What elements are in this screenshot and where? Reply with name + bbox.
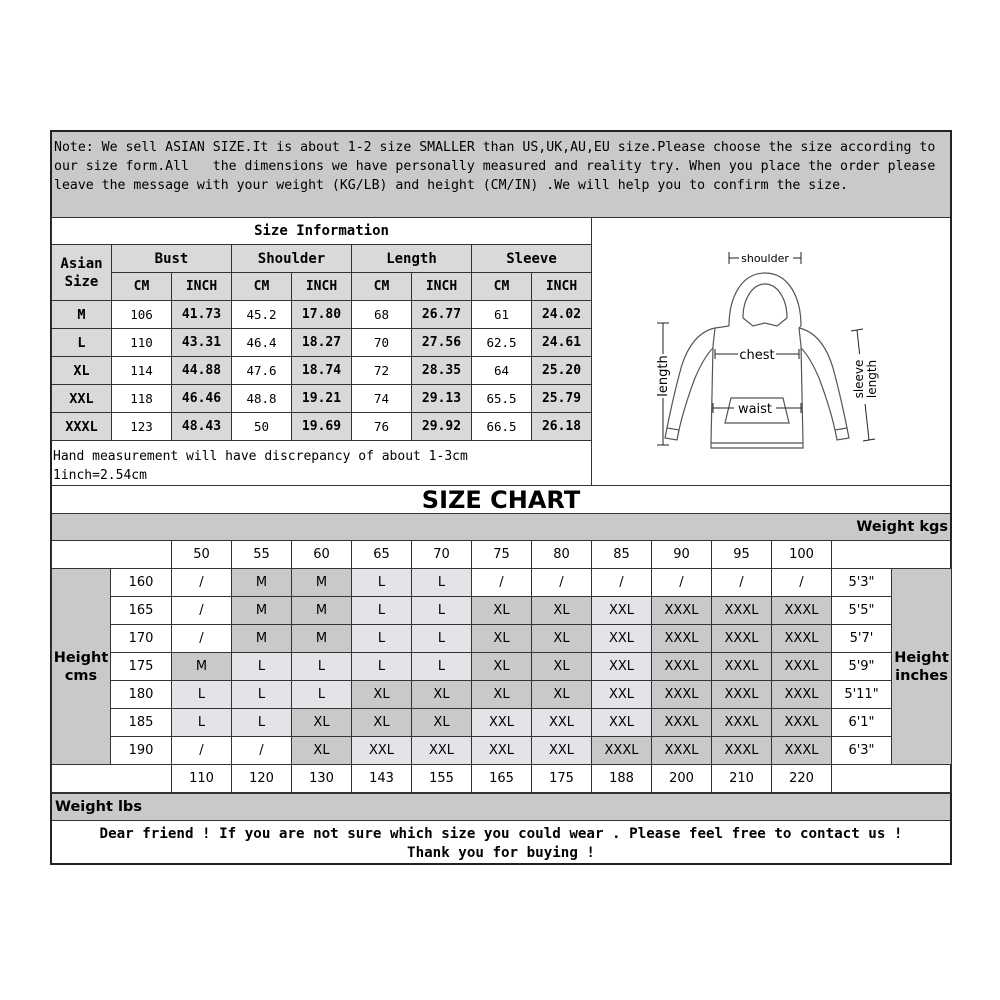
size-cell: XXXL [652,653,712,681]
size-row [52,413,652,441]
height-row [52,709,952,737]
size-value: 29.92 [412,413,472,441]
size-information-table-area [52,218,592,486]
size-value: 18.74 [292,357,352,385]
size-cell: XL [532,597,592,625]
size-label: M [52,301,112,329]
size-cell: XXXL [652,709,712,737]
size-cell: XXL [592,625,652,653]
size-value: 25.79 [532,385,592,413]
size-cell: M [292,597,352,625]
height-row [52,737,952,765]
size-value: 47.6 [232,357,292,385]
size-value: 19.69 [292,413,352,441]
size-value: 27.56 [412,329,472,357]
shoulder-header: Shoulder [232,245,352,273]
size-cell: XL [412,709,472,737]
size-value: 110 [112,329,172,357]
weight-kg-value: 100 [772,541,832,569]
height-row [52,569,952,597]
size-chart-grid-area [52,541,950,793]
size-value: 17.80 [292,301,352,329]
size-cell: XL [472,653,532,681]
size-cell: XL [352,681,412,709]
size-cell: XXL [592,709,652,737]
size-value: 41.73 [172,301,232,329]
height-cm-value: 180 [111,681,172,709]
waist-label: waist [737,402,773,417]
height-cm-value: 170 [111,625,172,653]
size-cell: L [412,569,472,597]
height-inch-value: 5'7' [832,625,892,653]
size-cell: M [292,569,352,597]
weight-kg-value: 90 [652,541,712,569]
unit-header: CM [232,273,292,301]
weight-lbs-label: Weight lbs [52,793,950,821]
size-value: 70 [352,329,412,357]
size-cell: / [172,625,232,653]
weight-lb-value: 110 [172,765,232,793]
size-cell: XL [292,737,352,765]
size-value: 46.46 [172,385,232,413]
chest-label: chest [739,348,775,363]
size-cell: / [712,569,772,597]
size-cell: XXXL [712,597,772,625]
size-cell: M [232,569,292,597]
size-value: 26.18 [532,413,592,441]
size-cell: L [352,569,412,597]
weight-lb-value: 220 [772,765,832,793]
size-cell: XXXL [712,625,772,653]
weight-kg-value: 85 [592,541,652,569]
size-value: 74 [352,385,412,413]
size-cell: / [232,737,292,765]
weight-lb-value: 130 [292,765,352,793]
weight-kg-value: 75 [472,541,532,569]
unit-header: CM [112,273,172,301]
size-cell: L [412,597,472,625]
size-value: 114 [112,357,172,385]
size-cell: XL [412,681,472,709]
size-note: Note: We sell ASIAN SIZE.It is about 1-2 size SMALLER than US,UK,AU,EU size.Please choose the size according to our size form.All the dimensions we have personally measured and reality try. When you place the order please leave the message with your weight (KG/LB) and height (CM/IN) .We will help you to confirm the size. [52,132,950,218]
weight-kg-value: 65 [352,541,412,569]
size-cell: XXXL [772,625,832,653]
size-cell: XXXL [652,737,712,765]
size-cell: XL [472,625,532,653]
weight-kg-value: 55 [232,541,292,569]
size-cell: XXXL [712,737,772,765]
size-value: 48.43 [172,413,232,441]
asian-size-header: Asian Size [52,245,112,301]
height-row [52,681,952,709]
height-inch-value: 5'5" [832,597,892,625]
size-value: 44.88 [172,357,232,385]
blank-cell [52,541,172,569]
size-value: 45.2 [232,301,292,329]
size-cell: L [172,681,232,709]
size-value: 65.5 [472,385,532,413]
size-cell: XL [292,709,352,737]
length-header: Length [352,245,472,273]
height-cm-value: 175 [111,653,172,681]
size-row [52,385,652,413]
hood-outline [729,273,801,326]
body-outline [711,326,803,443]
blank-cell [52,765,172,793]
size-cell: L [232,681,292,709]
size-row [52,301,652,329]
size-cell: XXXL [772,709,832,737]
size-information-section [52,218,950,486]
height-cm-value: 190 [111,737,172,765]
size-value: 24.02 [532,301,592,329]
size-cell: XXXL [712,681,772,709]
unit-header: INCH [292,273,352,301]
size-value: 66.5 [472,413,532,441]
size-cell: L [232,653,292,681]
size-cell: XXL [472,737,532,765]
footer-message [52,821,950,863]
size-cell: XXXL [652,625,712,653]
size-value: 118 [112,385,172,413]
size-value: 29.13 [412,385,472,413]
size-cell: XXL [412,737,472,765]
size-information-title: Size Information [52,218,592,245]
size-cell: L [352,625,412,653]
hoodie-diagram [593,218,950,486]
size-cell: XL [472,681,532,709]
size-value: 26.77 [412,301,472,329]
size-value: 48.8 [232,385,292,413]
size-cell: XL [532,681,592,709]
weight-lb-value: 120 [232,765,292,793]
length-label: length [656,355,671,397]
size-cell: XXL [592,597,652,625]
weight-kg-value: 50 [172,541,232,569]
unit-header: CM [352,273,412,301]
height-inch-value: 5'9" [832,653,892,681]
weight-kg-row [52,541,952,569]
weight-kgs-label: Weight kgs [52,514,950,541]
size-value: 64 [472,357,532,385]
weight-kg-value: 95 [712,541,772,569]
weight-lb-row [52,765,952,793]
size-cell: L [292,681,352,709]
measurement-note: Hand measurement will have discrepancy of about 1-3cm 1inch=2.54cm [53,449,468,483]
height-cm-value: 185 [111,709,172,737]
size-information-table [51,217,652,441]
height-inch-value: 6'3" [832,737,892,765]
size-cell: XXXL [772,597,832,625]
size-cell: / [652,569,712,597]
size-cell: / [172,569,232,597]
size-cell: / [532,569,592,597]
size-chart-table [51,540,952,793]
size-row [52,329,652,357]
footer-line-1: Dear friend ! If you are not sure which size you could wear . Please feel free to contact us ! [99,826,903,842]
size-value: 28.35 [412,357,472,385]
weight-lb-value: 188 [592,765,652,793]
size-value: 25.20 [532,357,592,385]
size-cell: XXL [532,709,592,737]
sleeve-length-label-line2: length [865,359,879,399]
size-cell: XXL [592,653,652,681]
size-cell: L [292,653,352,681]
size-row [52,357,652,385]
size-cell: M [292,625,352,653]
size-cell: L [352,597,412,625]
size-cell: L [352,653,412,681]
size-cell: XXL [532,737,592,765]
size-label: XL [52,357,112,385]
size-cell: / [772,569,832,597]
size-cell: L [412,653,472,681]
unit-header: INCH [412,273,472,301]
size-cell: XXXL [772,737,832,765]
size-label: XXL [52,385,112,413]
size-value: 19.21 [292,385,352,413]
unit-header: INCH [532,273,592,301]
height-inch-value: 6'1" [832,709,892,737]
size-cell: L [412,625,472,653]
size-cell: XXXL [772,681,832,709]
sleeve-header: Sleeve [472,245,592,273]
weight-lb-value: 165 [472,765,532,793]
size-value: 62.5 [472,329,532,357]
height-row [52,653,952,681]
height-inches-label: Height inches [892,569,952,765]
height-cms-label: Height cms [52,569,111,765]
weight-lb-value: 200 [652,765,712,793]
size-cell: / [472,569,532,597]
blank-cell [832,541,952,569]
size-cell: XXL [352,737,412,765]
size-cell: M [172,653,232,681]
size-cell: XXXL [652,597,712,625]
unit-header-row [52,273,652,301]
size-cell: XL [532,653,592,681]
size-cell: XL [472,597,532,625]
weight-kg-value: 80 [532,541,592,569]
size-cell: XXXL [712,653,772,681]
size-value: 43.31 [172,329,232,357]
height-inch-value: 5'11" [832,681,892,709]
hoodie-illustration [593,218,950,486]
size-cell: XXXL [592,737,652,765]
weight-kg-value: 60 [292,541,352,569]
size-cell: / [172,597,232,625]
unit-header: CM [472,273,532,301]
size-cell: M [232,597,292,625]
weight-lb-value: 155 [412,765,472,793]
weight-lb-value: 210 [712,765,772,793]
size-cell: L [172,709,232,737]
size-value: 72 [352,357,412,385]
left-sleeve-outline [667,328,715,430]
size-cell: / [592,569,652,597]
size-sheet [50,130,952,865]
size-value: 18.27 [292,329,352,357]
size-cell: XL [532,625,592,653]
size-cell: / [172,737,232,765]
size-cell: L [232,709,292,737]
size-value: 76 [352,413,412,441]
footer-line-2: Thank you for buying ! [407,845,595,861]
size-chart-title: SIZE CHART [52,486,950,514]
weight-lb-value: 143 [352,765,412,793]
size-cell: M [232,625,292,653]
size-label: L [52,329,112,357]
sleeve-length-label-line1: sleeve [852,359,866,399]
size-value: 68 [352,301,412,329]
size-value: 123 [112,413,172,441]
bust-header: Bust [112,245,232,273]
size-cell: XXXL [772,653,832,681]
height-cm-value: 160 [111,569,172,597]
size-cell: XXXL [652,681,712,709]
size-value: 50 [232,413,292,441]
size-cell: XXL [472,709,532,737]
height-inch-value: 5'3" [832,569,892,597]
size-value: 24.61 [532,329,592,357]
height-row [52,597,952,625]
size-cell: XXXL [712,709,772,737]
size-cell: XXL [592,681,652,709]
shoulder-label: shoulder [741,252,789,265]
height-row [52,625,952,653]
blank-cell [832,765,952,793]
weight-kg-value: 70 [412,541,472,569]
unit-header: INCH [172,273,232,301]
size-label: XXXL [52,413,112,441]
height-cm-value: 165 [111,597,172,625]
size-value: 46.4 [232,329,292,357]
weight-lb-value: 175 [532,765,592,793]
right-sleeve-outline [799,328,847,430]
size-value: 61 [472,301,532,329]
size-value: 106 [112,301,172,329]
size-cell: XL [352,709,412,737]
